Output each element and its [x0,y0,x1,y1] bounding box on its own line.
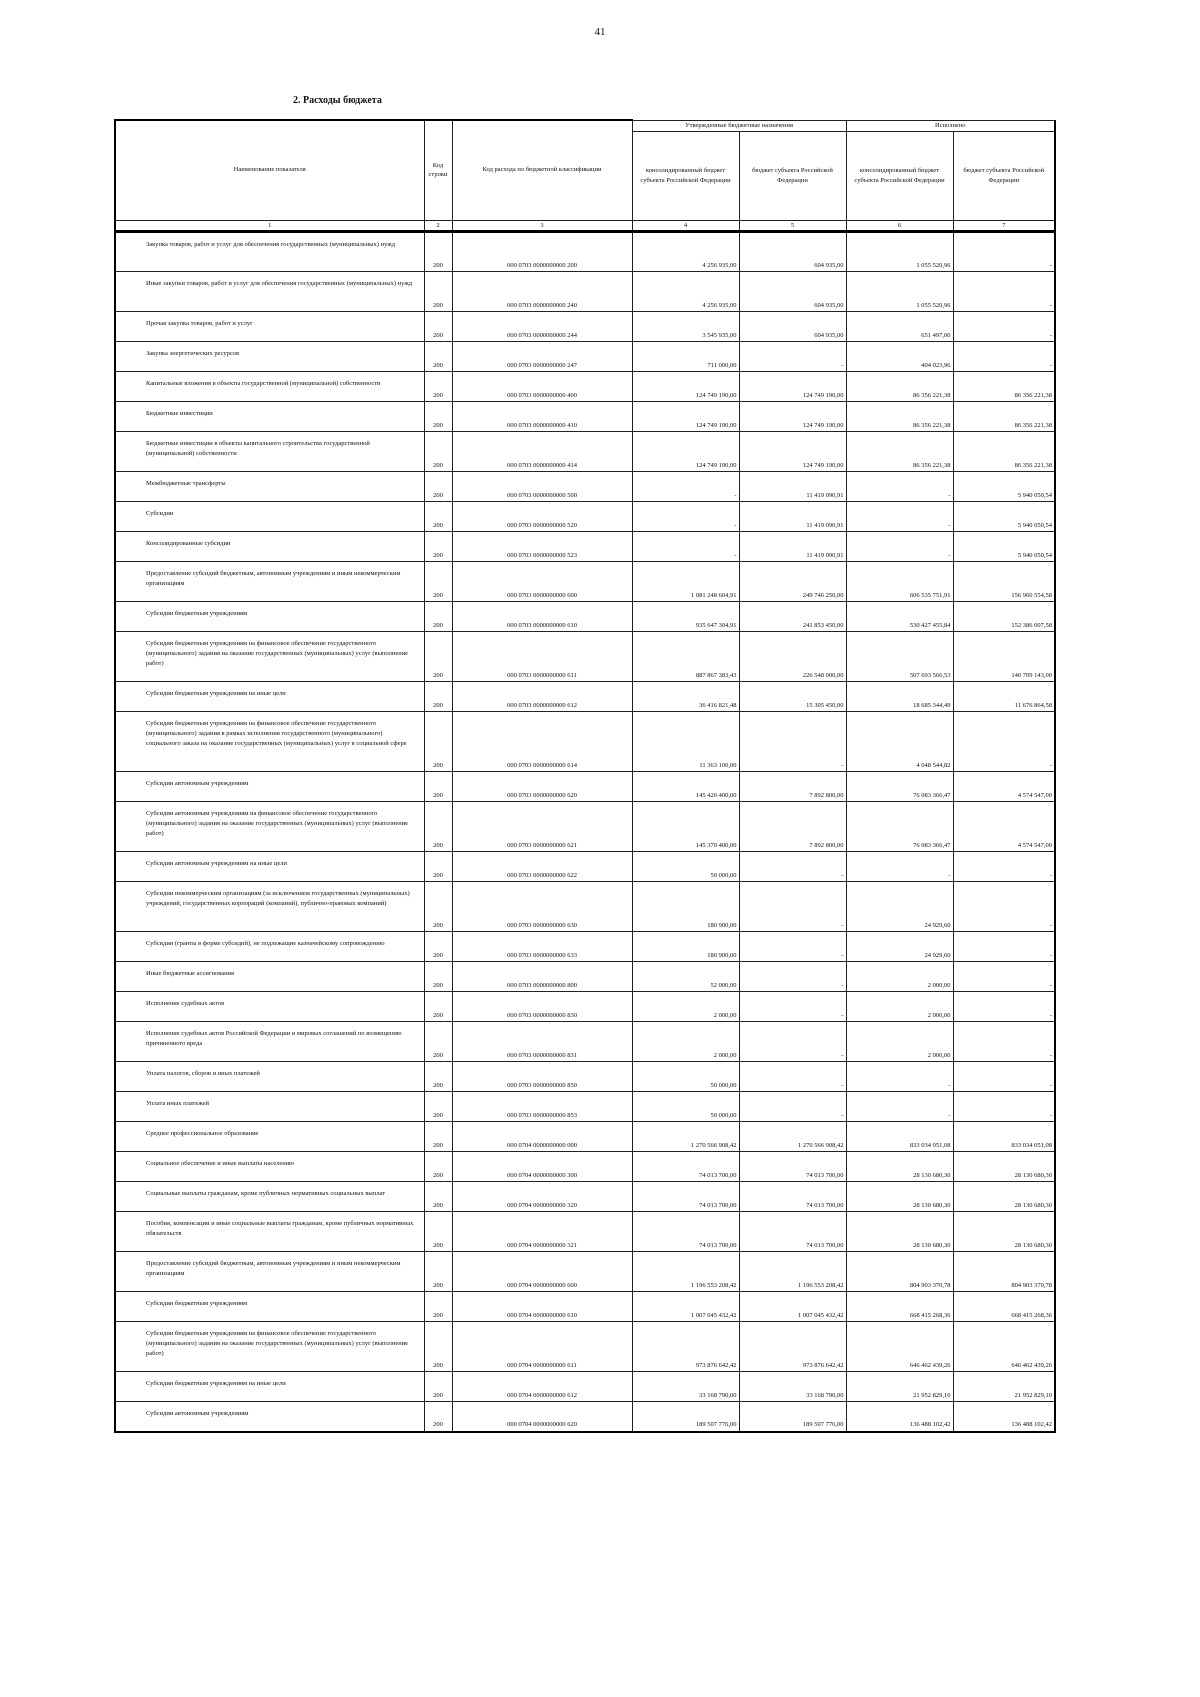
row-line-code: 200 [424,1372,452,1402]
expenditure-table [114,119,1056,1433]
row-executed-consolidated: 24 929,60 [846,882,953,932]
table-row [115,1212,1055,1252]
row-executed-subject: 136 488 102,42 [953,1402,1055,1432]
row-approved-subject: - [739,962,846,992]
row-classification-code: 000 0703 0000000000 240 [452,272,632,312]
row-line-code: 200 [424,1402,452,1432]
row-line-code: 200 [424,882,452,932]
row-line-code: 200 [424,402,452,432]
row-name: Бюджетные инвестиции [115,402,424,432]
row-classification-code: 000 0703 0000000000 621 [452,802,632,852]
row-classification-code: 000 0703 0000000000 622 [452,852,632,882]
row-executed-consolidated: - [846,1062,953,1092]
row-executed-subject: 156 960 554,58 [953,562,1055,602]
row-executed-consolidated: 21 952 829,10 [846,1372,953,1402]
row-executed-subject: 140 709 143,00 [953,632,1055,682]
row-executed-consolidated: 2 000,00 [846,1022,953,1062]
row-executed-consolidated: 833 034 051,08 [846,1122,953,1152]
row-line-code: 200 [424,1212,452,1252]
row-name: Иные бюджетные ассигнования [115,962,424,992]
row-approved-subject: - [739,852,846,882]
row-approved-consolidated: 4 256 935,00 [632,232,739,272]
row-classification-code: 000 0703 0000000000 633 [452,932,632,962]
row-line-code: 200 [424,682,452,712]
row-classification-code: 000 0704 0000000000 321 [452,1212,632,1252]
row-executed-consolidated: 4 048 544,82 [846,712,953,772]
row-executed-consolidated: 28 130 680,30 [846,1212,953,1252]
section-title: 2. Расходы бюджета [293,95,382,106]
header-executed-subject: бюджет субъекта Российской Федерации [953,131,1055,220]
row-name: Закупка энергетических ресурсов [115,342,424,372]
row-executed-consolidated: - [846,1092,953,1122]
row-executed-subject: 804 903 370,78 [953,1252,1055,1292]
table-row [115,712,1055,772]
row-executed-consolidated: - [846,852,953,882]
row-executed-consolidated: 28 130 680,30 [846,1182,953,1212]
row-name: Субсидии автономным учреждениям на иные цели [115,852,424,882]
table-row [115,502,1055,532]
row-executed-consolidated: 28 130 680,30 [846,1152,953,1182]
row-name: Субсидии бюджетным учреждениям на финансовое обеспечение государственного (муниципального) задания в рамках исполнения государственного (муниципального) социального заказа на оказание государственных (муниципальных) услуг в социальной сфере [115,712,424,772]
row-line-code: 200 [424,1322,452,1372]
table-row [115,1182,1055,1212]
row-executed-subject: 668 415 268,36 [953,1292,1055,1322]
row-executed-consolidated: 136 488 102,42 [846,1402,953,1432]
row-executed-consolidated: 507 693 566,53 [846,632,953,682]
row-executed-consolidated: 404 023,96 [846,342,953,372]
row-name: Среднее профессиональное образование [115,1122,424,1152]
row-executed-consolidated: - [846,472,953,502]
row-executed-subject: 5 940 050,54 [953,472,1055,502]
row-approved-subject: - [739,712,846,772]
table-row [115,932,1055,962]
row-executed-consolidated: 76 083 366,47 [846,802,953,852]
row-approved-consolidated: 3 545 935,00 [632,312,739,342]
row-classification-code: 000 0704 0000000000 000 [452,1122,632,1152]
row-approved-consolidated: 11 363 100,00 [632,712,739,772]
row-approved-consolidated: 124 749 190,00 [632,432,739,472]
row-approved-consolidated: 935 647 304,91 [632,602,739,632]
row-name: Иные закупки товаров, работ и услуг для обеспечения государственных (муниципальных) нужд [115,272,424,312]
row-executed-consolidated: - [846,502,953,532]
row-executed-consolidated: 86 356 221,38 [846,402,953,432]
row-approved-subject: 15 305 450,00 [739,682,846,712]
row-executed-subject: - [953,882,1055,932]
row-executed-consolidated: 2 000,00 [846,962,953,992]
row-executed-consolidated: 646 462 439,26 [846,1322,953,1372]
row-approved-consolidated: 189 507 776,00 [632,1402,739,1432]
row-name: Социальное обеспечение и иные выплаты населению [115,1152,424,1182]
header-executed-consolidated: консолидированный бюджет субъекта Российской Федерации [846,131,953,220]
row-approved-consolidated: 52 000,00 [632,962,739,992]
row-executed-consolidated: 86 356 221,38 [846,432,953,472]
row-classification-code: 000 0704 0000000000 611 [452,1322,632,1372]
row-classification-code: 000 0704 0000000000 610 [452,1292,632,1322]
row-approved-consolidated: - [632,502,739,532]
row-approved-subject: 74 013 700,00 [739,1212,846,1252]
column-number: 2 [424,220,452,232]
row-classification-code: 000 0703 0000000000 630 [452,882,632,932]
row-executed-consolidated: 668 415 268,36 [846,1292,953,1322]
header-approved-subject: бюджет субъекта Российской Федерации [739,131,846,220]
row-executed-subject: - [953,342,1055,372]
table-body [115,232,1055,1432]
row-name: Бюджетные инвестиции в объекты капитального строительства государственной (муниципальной) собственности [115,432,424,472]
row-name: Субсидии бюджетным учреждениям [115,1292,424,1322]
row-executed-subject: 86 356 221,38 [953,372,1055,402]
row-name: Субсидии автономным учреждениям [115,772,424,802]
row-line-code: 200 [424,1092,452,1122]
row-classification-code: 000 0703 0000000000 500 [452,472,632,502]
row-name: Прочая закупка товаров, работ и услуг [115,312,424,342]
table-row [115,432,1055,472]
row-executed-consolidated: 606 535 751,91 [846,562,953,602]
row-approved-subject: 124 749 190,00 [739,372,846,402]
row-classification-code: 000 0703 0000000000 850 [452,1062,632,1092]
row-executed-subject: - [953,1092,1055,1122]
table-row [115,312,1055,342]
table-row [115,1372,1055,1402]
row-executed-subject: 4 574 547,00 [953,802,1055,852]
header-line-code: Код строки [424,120,452,220]
table-row [115,882,1055,932]
row-name: Уплата иных платежей [115,1092,424,1122]
row-line-code: 200 [424,1022,452,1062]
row-approved-subject: 11 419 090,91 [739,472,846,502]
row-name: Закупка товаров, работ и услуг для обеспечения государственных (муниципальных) нужд [115,232,424,272]
row-approved-consolidated: 1 196 553 208,42 [632,1252,739,1292]
row-executed-subject: 28 130 680,30 [953,1212,1055,1252]
row-approved-consolidated: 2 000,00 [632,1022,739,1062]
row-line-code: 200 [424,532,452,562]
row-executed-subject: - [953,712,1055,772]
row-executed-consolidated: 2 000,00 [846,992,953,1022]
row-executed-subject: - [953,992,1055,1022]
row-line-code: 200 [424,502,452,532]
table-row [115,1062,1055,1092]
row-approved-consolidated: 145 420 400,00 [632,772,739,802]
row-line-code: 200 [424,1122,452,1152]
table-row [115,1092,1055,1122]
row-approved-subject: 604 935,00 [739,312,846,342]
row-approved-subject: 74 013 700,00 [739,1152,846,1182]
row-approved-subject: - [739,882,846,932]
table-row [115,402,1055,432]
table-row [115,1292,1055,1322]
row-line-code: 200 [424,1252,452,1292]
row-line-code: 200 [424,342,452,372]
row-line-code: 200 [424,562,452,602]
row-name: Субсидии [115,502,424,532]
row-name: Субсидии бюджетным учреждениям на финансовое обеспечение государственного (муниципального) задания на оказание государственных (муниципальных) услуг (выполнение работ) [115,1322,424,1372]
row-approved-subject: 1 196 553 208,42 [739,1252,846,1292]
table-row [115,602,1055,632]
row-classification-code: 000 0703 0000000000 247 [452,342,632,372]
table-row [115,342,1055,372]
table-row [115,562,1055,602]
row-approved-consolidated: 180 900,00 [632,882,739,932]
table-row [115,992,1055,1022]
row-approved-subject: - [739,1092,846,1122]
table-row [115,1022,1055,1062]
row-name: Капитальные вложения в объекты государственной (муниципальной) собственности [115,372,424,402]
row-executed-consolidated: 1 055 520,96 [846,232,953,272]
row-executed-subject: - [953,932,1055,962]
row-approved-subject: 7 892 800,00 [739,772,846,802]
row-executed-subject: - [953,962,1055,992]
column-number: 5 [739,220,846,232]
row-classification-code: 000 0703 0000000000 600 [452,562,632,602]
row-approved-consolidated: 36 416 821,48 [632,682,739,712]
row-line-code: 200 [424,1292,452,1322]
row-approved-consolidated: 1 007 045 432,42 [632,1292,739,1322]
row-approved-consolidated: 2 000,00 [632,992,739,1022]
row-approved-subject: 189 507 776,00 [739,1402,846,1432]
row-classification-code: 000 0704 0000000000 620 [452,1402,632,1432]
row-approved-subject: 604 935,00 [739,232,846,272]
row-name: Субсидии бюджетным учреждениям [115,602,424,632]
row-approved-subject: 241 853 450,00 [739,602,846,632]
row-executed-consolidated: 76 083 366,47 [846,772,953,802]
header-approved-group: Утвержденные бюджетные назначения [632,120,846,131]
column-number: 3 [452,220,632,232]
row-approved-consolidated: - [632,532,739,562]
row-approved-consolidated: 74 013 700,00 [632,1182,739,1212]
row-classification-code: 000 0703 0000000000 620 [452,772,632,802]
row-approved-subject: 11 419 090,91 [739,502,846,532]
table-row [115,472,1055,502]
header-name: Наименование показателя [115,120,424,220]
row-name: Субсидии бюджетным учреждениям на иные цели [115,682,424,712]
row-executed-subject: 86 356 221,38 [953,432,1055,472]
row-approved-consolidated: 711 000,00 [632,342,739,372]
row-approved-consolidated: 50 000,00 [632,1092,739,1122]
row-executed-subject: 86 356 221,38 [953,402,1055,432]
row-classification-code: 000 0703 0000000000 200 [452,232,632,272]
row-name: Уплата налогов, сборов и иных платежей [115,1062,424,1092]
row-executed-subject: 11 676 864,58 [953,682,1055,712]
row-executed-subject: 21 952 829,10 [953,1372,1055,1402]
row-approved-consolidated: 4 256 935,00 [632,272,739,312]
row-approved-consolidated: 1 081 248 604,91 [632,562,739,602]
row-approved-subject: - [739,932,846,962]
row-executed-consolidated: 530 427 455,84 [846,602,953,632]
table-row [115,1122,1055,1152]
row-classification-code: 000 0703 0000000000 244 [452,312,632,342]
row-approved-subject: 1 007 045 432,42 [739,1292,846,1322]
row-classification-code: 000 0703 0000000000 831 [452,1022,632,1062]
table-row [115,962,1055,992]
row-executed-subject: - [953,1022,1055,1062]
row-approved-subject: 74 013 700,00 [739,1182,846,1212]
row-approved-consolidated: 973 876 642,42 [632,1322,739,1372]
row-classification-code: 000 0703 0000000000 523 [452,532,632,562]
row-executed-subject: - [953,1062,1055,1092]
row-line-code: 200 [424,802,452,852]
table-row [115,682,1055,712]
row-classification-code: 000 0703 0000000000 610 [452,602,632,632]
row-approved-subject: - [739,1022,846,1062]
column-number: 7 [953,220,1055,232]
row-name: Субсидии (гранты в форме субсидий), не подлежащие казначейскому сопровождению [115,932,424,962]
table-row [115,232,1055,272]
row-line-code: 200 [424,432,452,472]
row-name: Межбюджетные трансферты [115,472,424,502]
row-executed-subject: 152 386 007,58 [953,602,1055,632]
row-executed-subject: 28 130 680,30 [953,1182,1055,1212]
row-line-code: 200 [424,472,452,502]
row-classification-code: 000 0703 0000000000 414 [452,432,632,472]
row-classification-code: 000 0704 0000000000 320 [452,1182,632,1212]
header-approved-consolidated: консолидированный бюджет субъекта Российской Федерации [632,131,739,220]
row-name: Консолидированные субсидии [115,532,424,562]
row-approved-subject: 604 935,00 [739,272,846,312]
row-executed-subject: 646 462 439,26 [953,1322,1055,1372]
row-executed-subject: 28 130 680,30 [953,1152,1055,1182]
table-row [115,532,1055,562]
row-executed-subject: - [953,232,1055,272]
row-executed-subject: - [953,312,1055,342]
row-classification-code: 000 0704 0000000000 300 [452,1152,632,1182]
row-approved-consolidated: 124 749 190,00 [632,402,739,432]
row-approved-subject: 33 168 790,00 [739,1372,846,1402]
row-executed-consolidated: 651 497,00 [846,312,953,342]
row-classification-code: 000 0703 0000000000 800 [452,962,632,992]
table-row [115,272,1055,312]
row-approved-consolidated: 145 370 400,00 [632,802,739,852]
header-classification: Код расхода по бюджетной классификации [452,120,632,220]
row-executed-consolidated: 804 903 370,78 [846,1252,953,1292]
row-line-code: 200 [424,632,452,682]
row-line-code: 200 [424,1182,452,1212]
row-name: Предоставление субсидий бюджетным, автономным учреждениям и иным некоммерческим организациям [115,562,424,602]
table-row [115,1152,1055,1182]
row-approved-consolidated: 887 867 383,43 [632,632,739,682]
row-classification-code: 000 0703 0000000000 520 [452,502,632,532]
row-name: Предоставление субсидий бюджетным, автономным учреждениям и иным некоммерческим организациям [115,1252,424,1292]
row-name: Субсидии автономным учреждениям [115,1402,424,1432]
column-number: 6 [846,220,953,232]
row-approved-consolidated: 124 749 190,00 [632,372,739,402]
row-line-code: 200 [424,1152,452,1182]
page-number: 41 [594,26,606,38]
row-classification-code: 000 0703 0000000000 612 [452,682,632,712]
header-executed-group: Исполнено [846,120,1055,131]
column-number: 1 [115,220,424,232]
row-approved-consolidated: 50 000,00 [632,1062,739,1092]
row-approved-consolidated: 1 270 566 908,42 [632,1122,739,1152]
row-line-code: 200 [424,272,452,312]
row-executed-consolidated: 24 929,60 [846,932,953,962]
row-approved-subject: 1 270 566 908,42 [739,1122,846,1152]
row-approved-consolidated: 74 013 700,00 [632,1212,739,1252]
row-executed-subject: 5 940 050,54 [953,502,1055,532]
row-name: Социальные выплаты гражданам, кроме публичных нормативных социальных выплат [115,1182,424,1212]
row-line-code: 200 [424,962,452,992]
table-row [115,632,1055,682]
row-executed-consolidated: 18 685 344,49 [846,682,953,712]
row-approved-subject: 124 749 190,00 [739,402,846,432]
row-line-code: 200 [424,312,452,342]
row-classification-code: 000 0704 0000000000 612 [452,1372,632,1402]
row-line-code: 200 [424,772,452,802]
row-classification-code: 000 0703 0000000000 410 [452,402,632,432]
table-row [115,1252,1055,1292]
row-executed-subject: 4 574 547,00 [953,772,1055,802]
row-name: Исполнение судебных актов Российской Федерации и мировых соглашений по возмещению причиненного вреда [115,1022,424,1062]
row-executed-consolidated: - [846,532,953,562]
row-line-code: 200 [424,372,452,402]
row-line-code: 200 [424,852,452,882]
row-approved-subject: 124 749 190,00 [739,432,846,472]
row-classification-code: 000 0704 0000000000 600 [452,1252,632,1292]
row-classification-code: 000 0703 0000000000 830 [452,992,632,1022]
row-executed-subject: - [953,272,1055,312]
row-classification-code: 000 0703 0000000000 400 [452,372,632,402]
column-number: 4 [632,220,739,232]
row-approved-consolidated: 180 900,00 [632,932,739,962]
row-name: Субсидии некоммерческим организациям (за исключением государственных (муниципальных) учреждений, государственных корпораций (компаний), публично-правовых компаний) [115,882,424,932]
table-row [115,1322,1055,1372]
row-approved-subject: - [739,1062,846,1092]
row-approved-subject: 973 876 642,42 [739,1322,846,1372]
row-executed-consolidated: 86 356 221,38 [846,372,953,402]
row-approved-subject: 11 419 090,91 [739,532,846,562]
row-approved-subject: 226 548 000,00 [739,632,846,682]
row-approved-consolidated: 74 013 700,00 [632,1152,739,1182]
row-executed-subject: 833 034 051,08 [953,1122,1055,1152]
table-row [115,372,1055,402]
table-row [115,772,1055,802]
row-approved-consolidated: - [632,472,739,502]
row-line-code: 200 [424,602,452,632]
row-classification-code: 000 0703 0000000000 614 [452,712,632,772]
row-line-code: 200 [424,932,452,962]
row-classification-code: 000 0703 0000000000 853 [452,1092,632,1122]
table-row [115,1402,1055,1432]
row-name: Субсидии бюджетным учреждениям на иные цели [115,1372,424,1402]
table-row [115,802,1055,852]
row-name: Исполнение судебных актов [115,992,424,1022]
row-name: Субсидии бюджетным учреждениям на финансовое обеспечение государственного (муниципального) задания на оказание государственных (муниципальных) услуг (выполнение работ) [115,632,424,682]
row-line-code: 200 [424,232,452,272]
row-executed-subject: - [953,852,1055,882]
row-approved-subject: - [739,992,846,1022]
row-classification-code: 000 0703 0000000000 611 [452,632,632,682]
row-approved-subject: 249 746 250,00 [739,562,846,602]
row-line-code: 200 [424,712,452,772]
row-approved-consolidated: 50 000,00 [632,852,739,882]
row-approved-subject: 7 892 800,00 [739,802,846,852]
row-executed-subject: 5 940 050,54 [953,532,1055,562]
row-line-code: 200 [424,992,452,1022]
row-executed-consolidated: 1 055 520,96 [846,272,953,312]
row-name: Субсидии автономным учреждениям на финансовое обеспечение государственного (муниципального) задания на оказание государственных (муниципальных) услуг (выполнение работ) [115,802,424,852]
row-name: Пособия, компенсации и иные социальные выплаты гражданам, кроме публичных нормативных обязательств [115,1212,424,1252]
row-approved-subject: - [739,342,846,372]
row-approved-consolidated: 33 168 790,00 [632,1372,739,1402]
row-line-code: 200 [424,1062,452,1092]
table-row [115,852,1055,882]
